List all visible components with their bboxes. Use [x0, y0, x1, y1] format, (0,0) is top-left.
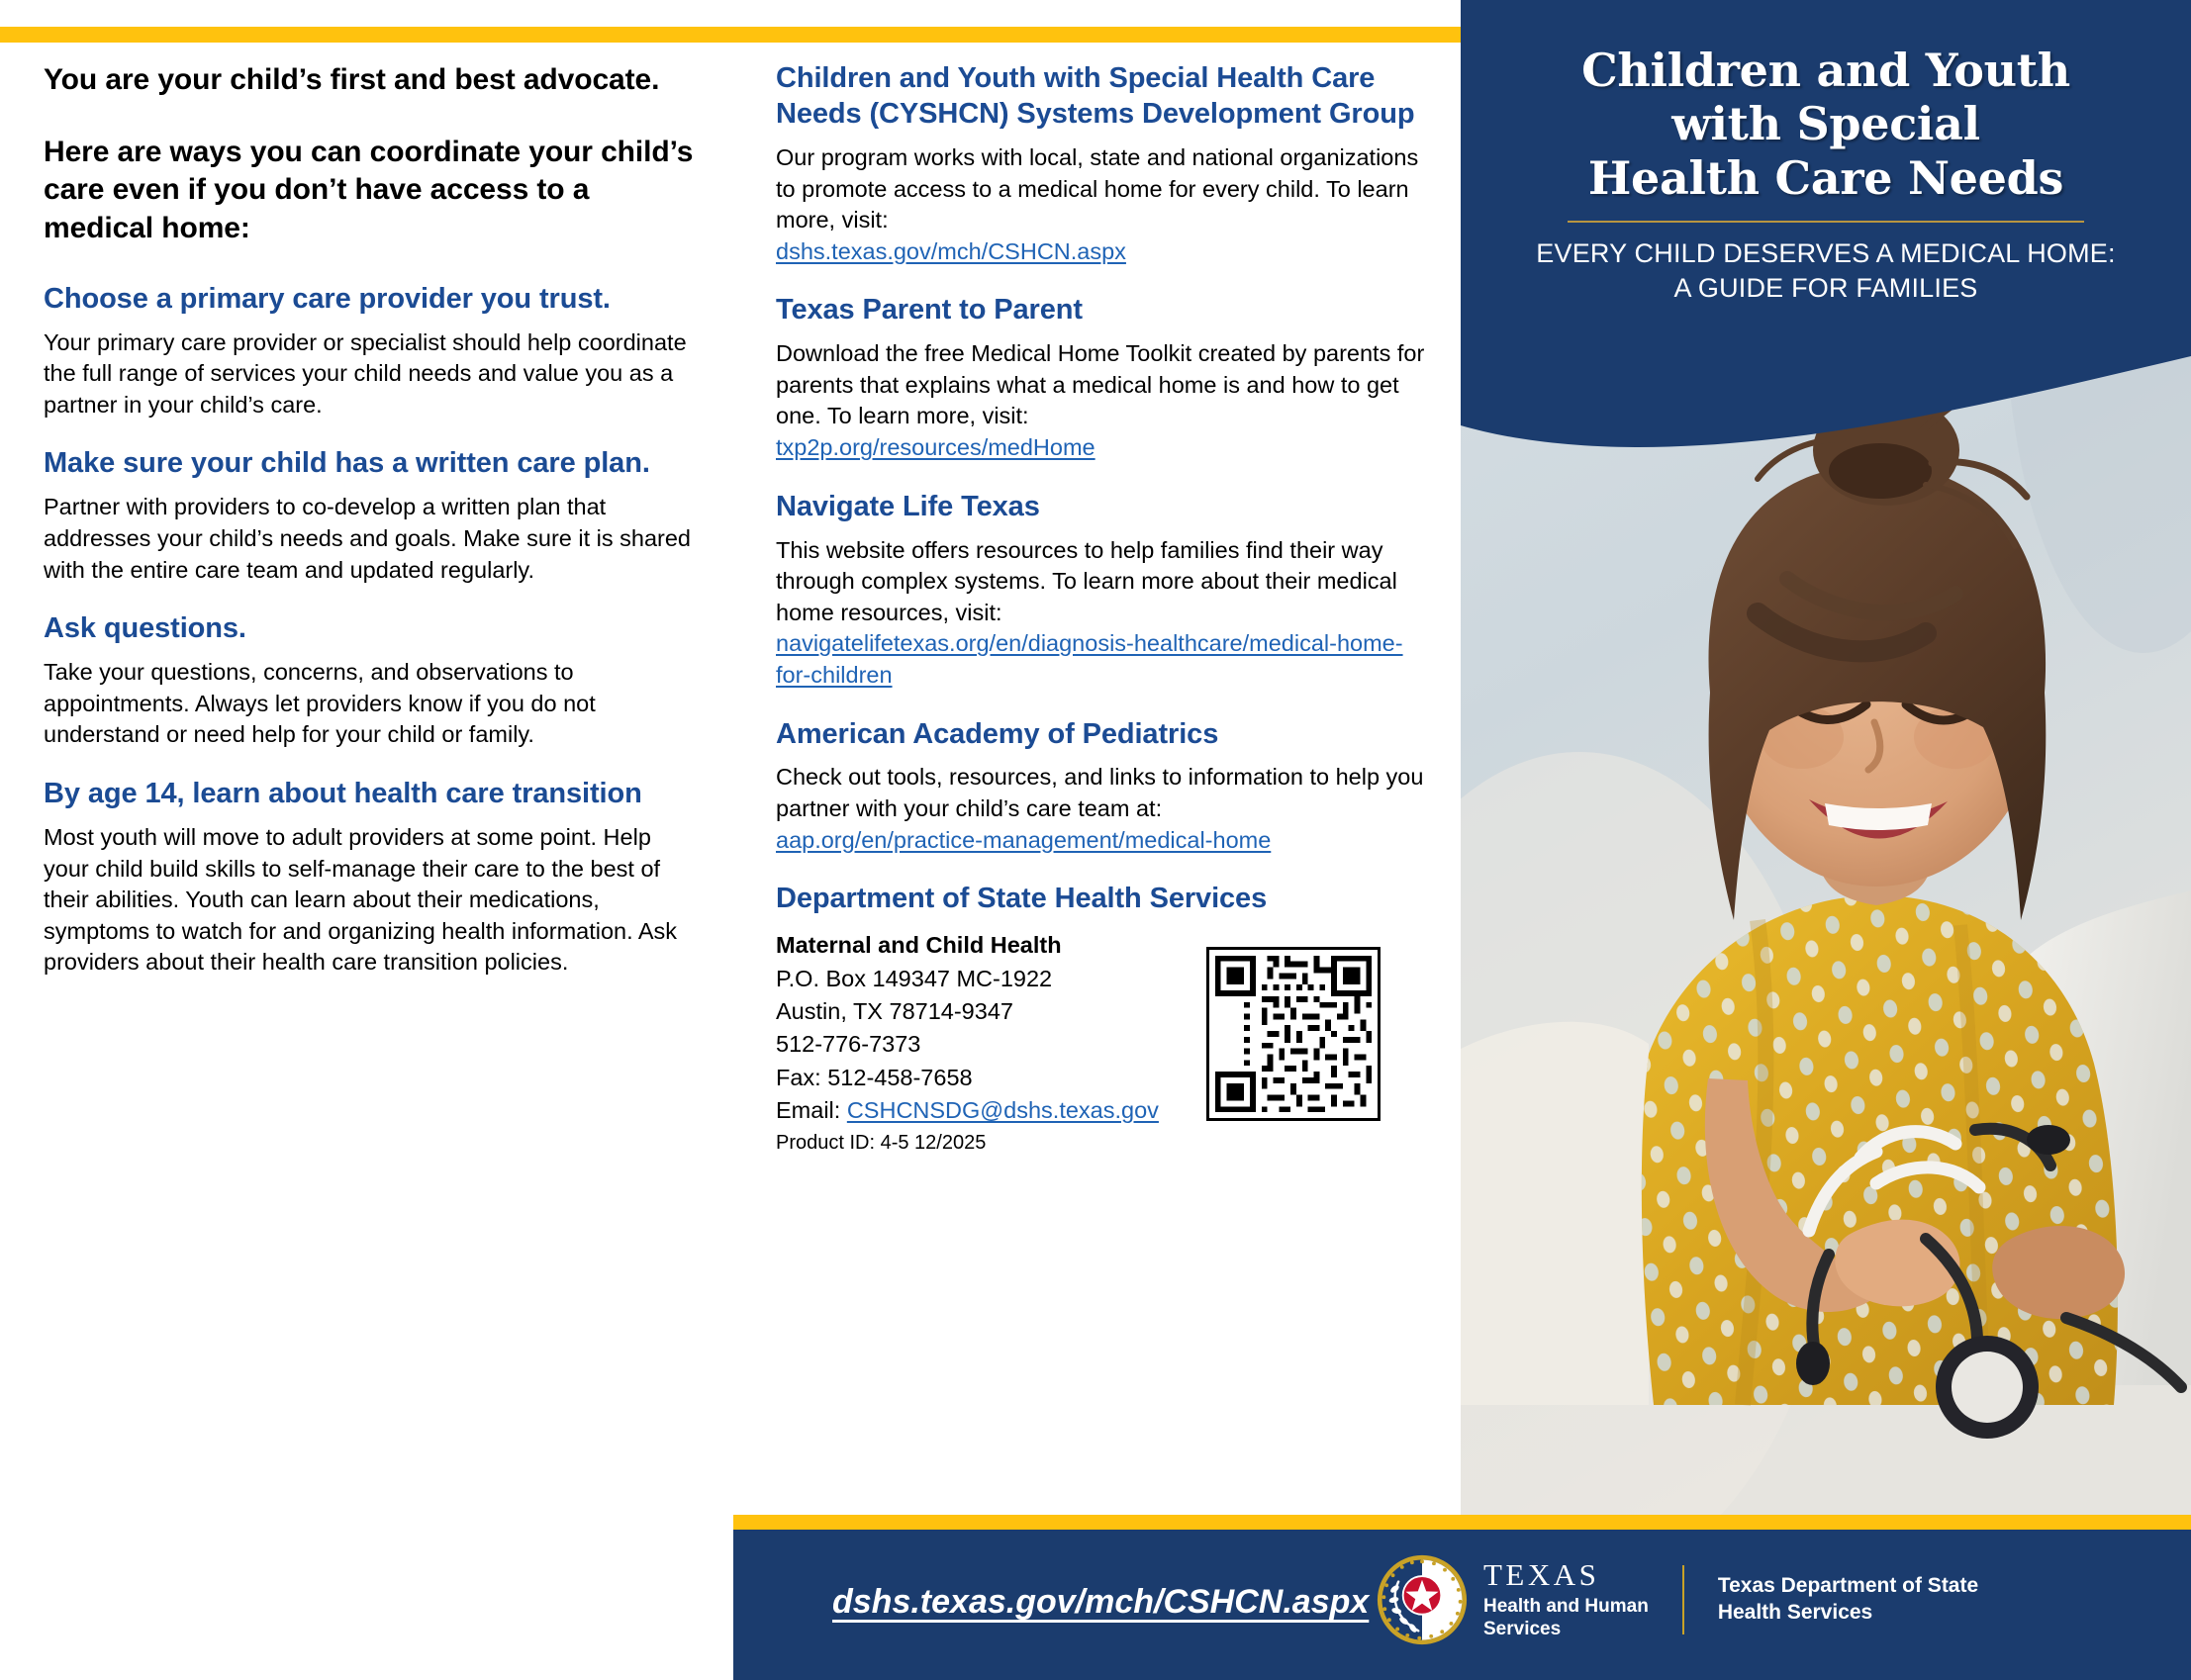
section-heading-transition: By age 14, learn about health care transition [44, 777, 642, 809]
link-dshs-email[interactable]: CSHCNSDG@dshs.texas.gov [846, 1097, 1159, 1124]
middle-column [776, 61, 1429, 1158]
section-body-choose-provider: Your primary care provider or specialist should help coordinate the full range of services your child needs and value you as a partner in your child’s care. [44, 328, 687, 418]
link-navigatelifetexas[interactable]: navigatelifetexas.org/en/diagnosis-healthcare/medical-home-for-children [776, 630, 1403, 688]
top-gold-rule [0, 27, 1461, 43]
hhs-texas-word: TEXAS [1483, 1556, 1600, 1592]
lede-advocate: You are your child’s first and best advocate. [44, 63, 660, 96]
section-heading-txp2p: Texas Parent to Parent [776, 294, 1083, 327]
texas-hhs-wordmark [1483, 1556, 1649, 1640]
section-heading-aap: American Academy of Pediatrics [776, 717, 1219, 750]
cover-title [1461, 44, 2191, 205]
section-body-text: This website offers resources to help families find their way through complex systems. To learn more about their medical home resources, visit: [776, 536, 1397, 625]
dshs-po-box: P.O. Box 149347 MC-1922 [776, 965, 1053, 991]
dshs-city-state-zip: Austin, TX 78714-9347 [776, 997, 1013, 1024]
cover-heading-block [1461, 44, 2191, 307]
cover-title-line-3: Health Care Needs [1587, 150, 2064, 205]
texas-hhs-seal-icon [1377, 1554, 1468, 1645]
cover-subtitle-line-1: EVERY CHILD DESERVES A MEDICAL HOME: [1536, 237, 2116, 268]
dshs-org-name: Maternal and Child Health [776, 932, 1062, 959]
logo-divider [1682, 1565, 1684, 1634]
dshs-wordmark-line-2: Health Services [1717, 1601, 1873, 1624]
cover-panel [1461, 0, 2191, 1530]
section-heading-care-plan: Make sure your child has a written care plan. [44, 447, 650, 480]
dshs-contact-block [776, 929, 1429, 1158]
section-heading-dshs: Department of State Health Services [776, 883, 1268, 915]
footer-bar [733, 1530, 2191, 1680]
dshs-phone: 512-776-7373 [776, 1031, 921, 1058]
hhs-line-3: Services [1483, 1619, 1562, 1639]
dshs-fax: Fax: 512-458-7658 [776, 1064, 973, 1090]
section-body-text: Download the free Medical Home Toolkit created by parents for parents that explains what a medical home is and how to get one. To learn more, visit: [776, 340, 1425, 429]
section-heading-choose-provider: Choose a primary care provider you trust. [44, 282, 611, 315]
link-txp2p[interactable]: txp2p.org/resources/medHome [776, 434, 1096, 461]
dshs-product-id: Product ID: 4-5 12/2025 [776, 1132, 987, 1155]
left-column [44, 61, 697, 979]
section-body-txp2p [776, 338, 1429, 463]
hhs-line-2: Health and Human [1483, 1595, 1649, 1617]
section-body-navigate-life-texas [776, 535, 1429, 692]
link-dshs-cshcn[interactable]: dshs.texas.gov/mch/CSHCN.aspx [776, 237, 1126, 264]
cover-divider-rule [1568, 221, 2084, 223]
cover-title-line-1: Children and Youth [1581, 44, 2070, 97]
section-body-ask-questions: Take your questions, concerns, and observations to appointments. Always let providers know if you do not understand or need help for your child or family. [44, 659, 596, 748]
section-body-text: Check out tools, resources, and links to information to help you partner with your child’s care team at: [776, 764, 1424, 822]
cover-title-line-2: with Special [1671, 97, 1980, 151]
qr-code-icon[interactable] [1206, 947, 1381, 1121]
section-body-aap [776, 762, 1429, 856]
texas-hhs-logo-lockup [1377, 1554, 1978, 1645]
dshs-wordmark-line-1: Texas Department of State [1717, 1574, 1979, 1598]
cover-subtitle-line-2: A GUIDE FOR FAMILIES [1673, 273, 1978, 304]
cover-subtitle [1461, 236, 2191, 307]
lede-coordinate: Here are ways you can coordinate your child’s care even if you don’t have access to a medical home: [44, 135, 694, 245]
section-body-cyshcn-group [776, 142, 1429, 267]
section-heading-cyshcn-group: Children and Youth with Special Health Care Needs (CYSHCN) Systems Development Group [776, 62, 1415, 130]
footer-gold-rule [733, 1515, 2191, 1530]
dshs-address [776, 929, 1159, 1158]
section-body-text: Our program works with local, state and national organizations to promote access to a medical home for every child. To learn more, visit: [776, 143, 1419, 233]
section-heading-ask-questions: Ask questions. [44, 612, 246, 645]
dshs-email-label: Email: [776, 1097, 847, 1124]
link-aap[interactable]: aap.org/en/practice-management/medical-home [776, 826, 1272, 853]
section-heading-navigate-life-texas: Navigate Life Texas [776, 490, 1040, 522]
footer-url-link[interactable]: dshs.texas.gov/mch/CSHCN.aspx [832, 1583, 1370, 1621]
section-body-transition: Most youth will move to adult providers at some point. Help your child build skills to self-manage their care to the best of their abilities. Youth can learn about their medications, symptoms to watch for and organizing health information. Ask providers about their health care transition policies. [44, 823, 678, 976]
dshs-wordmark [1718, 1573, 1978, 1627]
section-body-care-plan: Partner with providers to co-develop a written plan that addresses your child’s needs and goals. Make sure it is shared with the entire care team and updated regularly. [44, 494, 692, 583]
